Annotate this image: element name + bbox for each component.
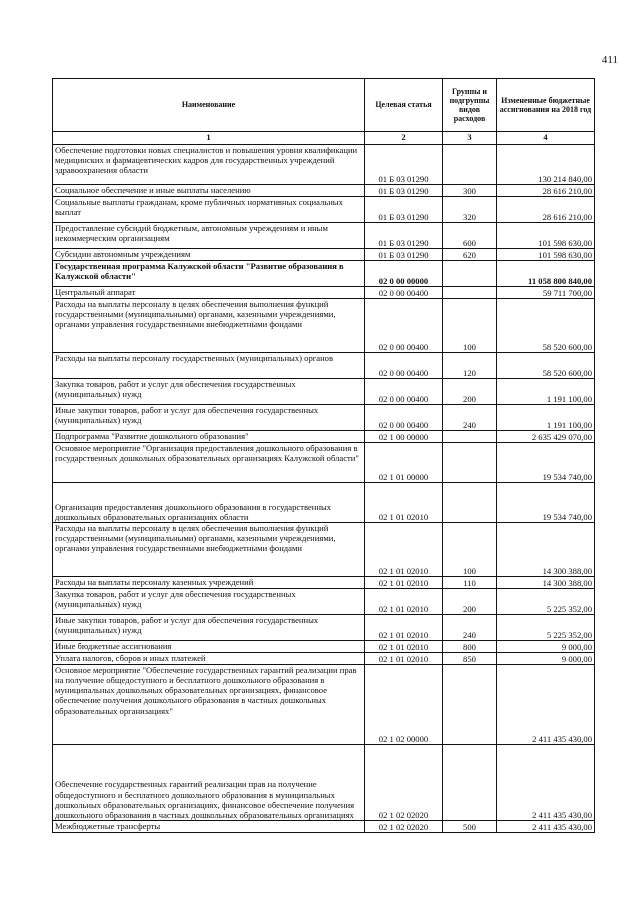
row-amount: 19 534 740,00 [497, 483, 595, 523]
row-amount: 58 520 600,00 [497, 299, 595, 353]
row-target-article: 01 Б 03 01290 [365, 145, 443, 185]
row-amount: 130 214 840,00 [497, 145, 595, 185]
header-article: Целевая статья [365, 79, 443, 132]
table-row [53, 431, 595, 443]
budget-table [52, 78, 595, 833]
row-name: Закупка товаров, работ и услуг для обеспечения государственных (муниципальных) нужд [53, 589, 365, 615]
row-name: Социальные выплаты гражданам, кроме публичных нормативных социальных выплат [53, 197, 365, 223]
table-row [53, 145, 595, 185]
table-row [53, 589, 595, 615]
table-row [53, 353, 595, 379]
row-target-article: 02 1 02 00000 [365, 665, 443, 745]
table-row [53, 745, 595, 821]
row-name: Иные закупки товаров, работ и услуг для обеспечения государственных (муниципальных) нужд [53, 405, 365, 431]
table-row [53, 197, 595, 223]
row-target-article: 01 Б 03 01290 [365, 197, 443, 223]
row-expense-group: 240 [443, 405, 497, 431]
page-number: 411 [601, 54, 618, 66]
row-amount: 2 411 435 430,00 [497, 665, 595, 745]
row-amount: 2 411 435 430,00 [497, 821, 595, 833]
row-amount: 14 300 388,00 [497, 577, 595, 589]
row-target-article: 02 1 01 02010 [365, 653, 443, 665]
header-assignments: Измененные бюджетные ассигнования на 2018 год [497, 79, 595, 132]
table-row [53, 299, 595, 353]
table-row [53, 577, 595, 589]
row-expense-group: 800 [443, 641, 497, 653]
row-expense-group: 500 [443, 821, 497, 833]
row-amount: 19 534 740,00 [497, 443, 595, 483]
row-name: Обеспечение государственных гарантий реализации прав на получение общедоступного и бесплатного дошкольного образования в муниципальных дошкольных образовательных организациях, финансовое обеспечение получения дошкольного образования в частных дошкольных образовательных организациях [53, 745, 365, 821]
row-target-article: 02 1 02 02020 [365, 821, 443, 833]
row-expense-group: 100 [443, 523, 497, 577]
row-amount: 101 598 630,00 [497, 223, 595, 249]
row-name: Основное мероприятие "Обеспечение государственных гарантий реализации прав на получение общедоступного и бесплатного дошкольного образования в муниципальных дошкольных образовательных организациях, финансовое обеспечение получения дошкольного образования в частных дошкольных образовательных организациях" [53, 665, 365, 745]
row-target-article: 01 Б 03 01290 [365, 223, 443, 249]
table-row [53, 641, 595, 653]
table-row [53, 379, 595, 405]
row-name: Уплата налогов, сборов и иных платежей [53, 653, 365, 665]
column-number: 1 [53, 132, 365, 145]
column-number: 4 [497, 132, 595, 145]
header-name: Наименование [53, 79, 365, 132]
table-row [53, 821, 595, 833]
row-amount: 2 411 435 430,00 [497, 745, 595, 821]
row-amount: 9 000,00 [497, 641, 595, 653]
row-amount: 5 225 352,00 [497, 615, 595, 641]
row-name: Расходы на выплаты персоналу государственных (муниципальных) органов [53, 353, 365, 379]
row-name: Иные закупки товаров, работ и услуг для обеспечения государственных (муниципальных) нужд [53, 615, 365, 641]
row-expense-group: 320 [443, 197, 497, 223]
row-amount: 11 058 800 840,00 [497, 261, 595, 287]
row-name: Основное мероприятие "Организация предоставления дошкольного образования в государственных дошкольных образовательных организациях Калужской области" [53, 443, 365, 483]
row-expense-group: 300 [443, 185, 497, 197]
table-body [53, 145, 595, 833]
row-name: Межбюджетные трансферты [53, 821, 365, 833]
row-target-article: 02 1 01 02010 [365, 577, 443, 589]
row-name: Закупка товаров, работ и услуг для обеспечения государственных (муниципальных) нужд [53, 379, 365, 405]
row-expense-group: 600 [443, 223, 497, 249]
table-row [53, 665, 595, 745]
row-amount: 1 191 100,00 [497, 405, 595, 431]
row-amount: 2 635 429 070,00 [497, 431, 595, 443]
table-row [53, 287, 595, 299]
row-expense-group: 240 [443, 615, 497, 641]
row-target-article: 02 0 00 00000 [365, 261, 443, 287]
row-target-article: 02 1 01 02010 [365, 641, 443, 653]
row-name: Предоставление субсидий бюджетным, автономным учреждениям и иным некоммерческим организациям [53, 223, 365, 249]
table-row [53, 653, 595, 665]
row-name: Расходы на выплаты персоналу казенных учреждений [53, 577, 365, 589]
row-target-article: 02 1 01 02010 [365, 483, 443, 523]
row-amount: 59 711 700,00 [497, 287, 595, 299]
table-row [53, 405, 595, 431]
row-target-article: 02 1 01 02010 [365, 615, 443, 641]
row-expense-group [443, 261, 497, 287]
row-name: Социальное обеспечение и иные выплаты населению [53, 185, 365, 197]
row-expense-group [443, 745, 497, 821]
row-target-article: 02 1 01 02010 [365, 523, 443, 577]
table-row [53, 261, 595, 287]
row-amount: 1 191 100,00 [497, 379, 595, 405]
row-target-article: 01 Б 03 01290 [365, 185, 443, 197]
row-expense-group: 200 [443, 379, 497, 405]
table-row [53, 523, 595, 577]
column-number: 3 [443, 132, 497, 145]
row-target-article: 02 0 00 00400 [365, 405, 443, 431]
row-target-article: 02 1 01 00000 [365, 443, 443, 483]
row-name: Иные бюджетные ассигнования [53, 641, 365, 653]
table-row [53, 249, 595, 261]
row-target-article: 02 0 00 00400 [365, 299, 443, 353]
row-target-article: 02 1 02 02020 [365, 745, 443, 821]
row-target-article: 02 0 00 00400 [365, 353, 443, 379]
row-expense-group: 110 [443, 577, 497, 589]
row-name: Расходы на выплаты персоналу в целях обеспечения выполнения функций государственными (муниципальными) органами, казенными учреждениями, органами управления государственными внебюджетными фондами [53, 299, 365, 353]
row-target-article: 02 1 01 02010 [365, 589, 443, 615]
row-expense-group [443, 483, 497, 523]
row-amount: 14 300 388,00 [497, 523, 595, 577]
row-name: Центральный аппарат [53, 287, 365, 299]
row-expense-group: 120 [443, 353, 497, 379]
row-name: Обеспечение подготовки новых специалистов и повышения уровня квалификации медицинских и фармацевтических кадров для государственных учреждений здравоохранения области [53, 145, 365, 185]
row-expense-group: 620 [443, 249, 497, 261]
row-target-article: 02 1 00 00000 [365, 431, 443, 443]
row-amount: 9 000,00 [497, 653, 595, 665]
header-groups: Группы и подгруппы видов расходов [443, 79, 497, 132]
row-target-article: 02 0 00 00400 [365, 287, 443, 299]
row-expense-group: 200 [443, 589, 497, 615]
row-target-article: 01 Б 03 01290 [365, 249, 443, 261]
row-amount: 28 616 210,00 [497, 185, 595, 197]
row-amount: 58 520 600,00 [497, 353, 595, 379]
row-amount: 101 598 630,00 [497, 249, 595, 261]
table-row [53, 223, 595, 249]
table-row [53, 185, 595, 197]
row-name: Организация предоставления дошкольного образования в государственных дошкольных образовательных организациях области [53, 483, 365, 523]
row-name: Государственная программа Калужской области "Развитие образования в Калужской области" [53, 261, 365, 287]
row-expense-group [443, 287, 497, 299]
row-amount: 5 225 352,00 [497, 589, 595, 615]
row-expense-group [443, 665, 497, 745]
row-expense-group [443, 443, 497, 483]
row-name: Расходы на выплаты персоналу в целях обеспечения выполнения функций государственными (муниципальными) органами, казенными учреждениями, органами управления государственными внебюджетными фондами [53, 523, 365, 577]
row-expense-group [443, 431, 497, 443]
column-number: 2 [365, 132, 443, 145]
row-expense-group: 850 [443, 653, 497, 665]
row-name: Подпрограмма "Развитие дошкольного образования" [53, 431, 365, 443]
row-expense-group: 100 [443, 299, 497, 353]
row-expense-group [443, 145, 497, 185]
table-row [53, 443, 595, 483]
row-amount: 28 616 210,00 [497, 197, 595, 223]
row-name: Субсидии автономным учреждениям [53, 249, 365, 261]
table-row [53, 615, 595, 641]
row-target-article: 02 0 00 00400 [365, 379, 443, 405]
table-row [53, 483, 595, 523]
